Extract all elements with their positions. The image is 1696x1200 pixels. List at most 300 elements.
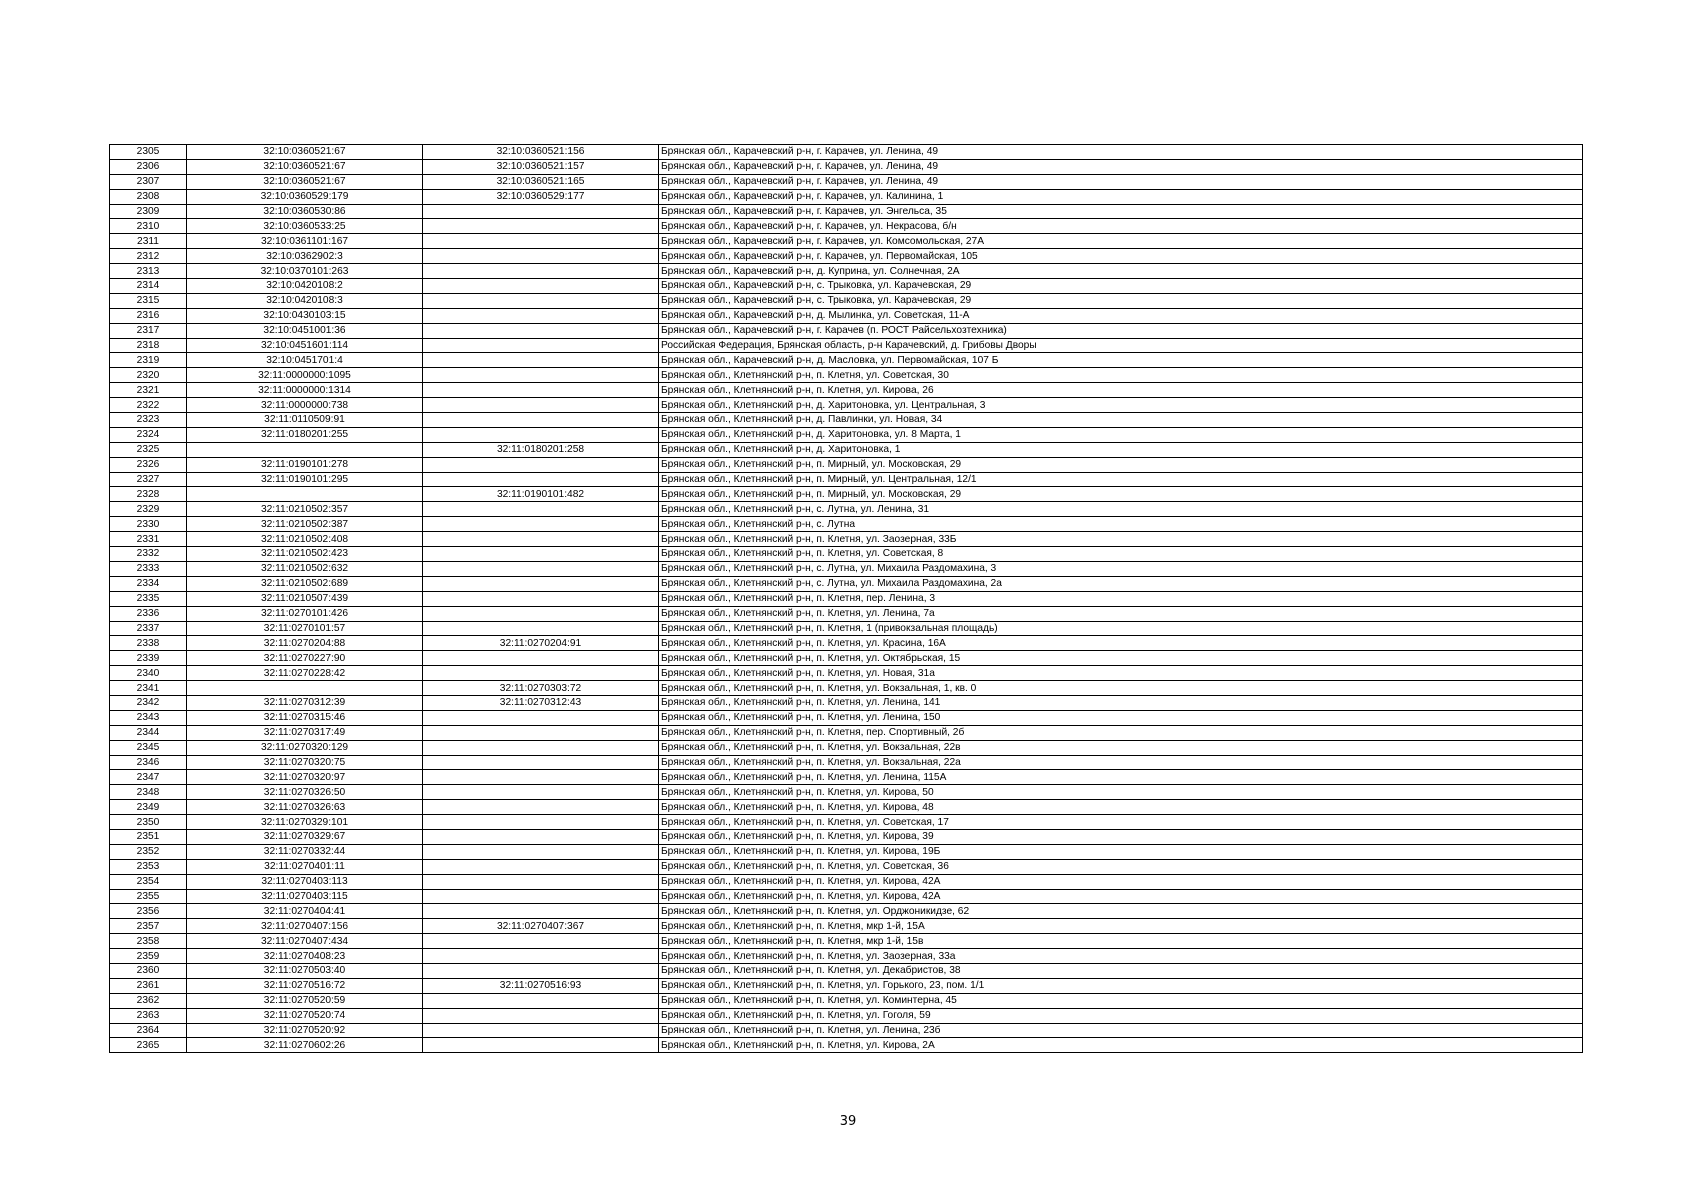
table-row: [110, 502, 1583, 517]
cadastral-number-cell: 32:10:0361101:167: [187, 234, 423, 249]
sub-cadastral-number-cell: [423, 219, 659, 234]
sub-cadastral-number-cell: [423, 249, 659, 264]
address-cell: Брянская обл., Клетнянский р-н, с. Лутна, ул. Ленина, 31: [659, 502, 1583, 517]
row-number-cell: 2324: [110, 427, 187, 442]
address-cell: Брянская обл., Клетнянский р-н, п. Клетня, ул. Кирова, 50: [659, 785, 1583, 800]
address-cell: Брянская обл., Клетнянский р-н, п. Мирный, ул. Московская, 29: [659, 457, 1583, 472]
table-row: [110, 606, 1583, 621]
address-cell: Брянская обл., Клетнянский р-н, п. Клетня, ул. Вокзальная, 22в: [659, 740, 1583, 755]
row-number-cell: 2316: [110, 308, 187, 323]
row-number-cell: 2361: [110, 978, 187, 993]
row-number-cell: 2344: [110, 725, 187, 740]
cadastral-number-cell: 32:11:0270320:97: [187, 770, 423, 785]
table-row: [110, 323, 1583, 338]
sub-cadastral-number-cell: [423, 651, 659, 666]
address-cell: Брянская обл., Клетнянский р-н, п. Клетня, 1 (привокзальная площадь): [659, 621, 1583, 636]
cadastral-number-cell: 32:10:0451601:114: [187, 338, 423, 353]
address-cell: Брянская обл., Клетнянский р-н, п. Клетня, ул. Кирова, 19Б: [659, 844, 1583, 859]
table-row: [110, 859, 1583, 874]
row-number-cell: 2350: [110, 815, 187, 830]
row-number-cell: 2318: [110, 338, 187, 353]
cadastral-number-cell: 32:11:0270326:50: [187, 785, 423, 800]
table-row: [110, 919, 1583, 934]
row-number-cell: 2341: [110, 681, 187, 696]
cadastral-number-cell: 32:11:0180201:255: [187, 427, 423, 442]
sub-cadastral-number-cell: 32:10:0360529:177: [423, 189, 659, 204]
row-number-cell: 2338: [110, 636, 187, 651]
cadastral-number-cell: 32:10:0360533:25: [187, 219, 423, 234]
address-cell: Брянская обл., Клетнянский р-н, п. Клетня, ул. Кирова, 2А: [659, 1038, 1583, 1053]
sub-cadastral-number-cell: [423, 710, 659, 725]
address-cell: Брянская обл., Клетнянский р-н, п. Клетня, ул. Кирова, 42А: [659, 889, 1583, 904]
table-row: [110, 547, 1583, 562]
sub-cadastral-number-cell: [423, 338, 659, 353]
table-row: [110, 889, 1583, 904]
address-cell: Брянская обл., Карачевский р-н, г. Карачев, ул. Калинина, 1: [659, 189, 1583, 204]
row-number-cell: 2312: [110, 249, 187, 264]
cadastral-number-cell: 32:11:0270317:49: [187, 725, 423, 740]
sub-cadastral-number-cell: [423, 353, 659, 368]
cadastral-number-cell: 32:10:0360529:179: [187, 189, 423, 204]
table-row: [110, 219, 1583, 234]
sub-cadastral-number-cell: [423, 547, 659, 562]
row-number-cell: 2360: [110, 963, 187, 978]
sub-cadastral-number-cell: [423, 815, 659, 830]
sub-cadastral-number-cell: [423, 308, 659, 323]
sub-cadastral-number-cell: [423, 323, 659, 338]
sub-cadastral-number-cell: 32:11:0270407:367: [423, 919, 659, 934]
sub-cadastral-number-cell: [423, 785, 659, 800]
table-row: [110, 398, 1583, 413]
row-number-cell: 2328: [110, 487, 187, 502]
cadastral-number-cell: [187, 442, 423, 457]
sub-cadastral-number-cell: [423, 1023, 659, 1038]
sub-cadastral-number-cell: [423, 1038, 659, 1053]
table-row: [110, 829, 1583, 844]
address-cell: Брянская обл., Клетнянский р-н, с. Лутна: [659, 517, 1583, 532]
row-number-cell: 2365: [110, 1038, 187, 1053]
sub-cadastral-number-cell: [423, 666, 659, 681]
table-row: [110, 353, 1583, 368]
address-cell: Брянская обл., Клетнянский р-н, п. Клетня, ул. Кирова, 26: [659, 383, 1583, 398]
sub-cadastral-number-cell: [423, 859, 659, 874]
page-number: 39: [839, 1114, 857, 1129]
sub-cadastral-number-cell: [423, 234, 659, 249]
cadastral-number-cell: 32:11:0270520:92: [187, 1023, 423, 1038]
table-row: [110, 159, 1583, 174]
row-number-cell: 2342: [110, 695, 187, 710]
table-row: [110, 383, 1583, 398]
sub-cadastral-number-cell: [423, 591, 659, 606]
address-cell: Брянская обл., Клетнянский р-н, п. Клетня, ул. Ленина, 150: [659, 710, 1583, 725]
sub-cadastral-number-cell: [423, 502, 659, 517]
table-row: [110, 145, 1583, 160]
cadastral-number-cell: 32:11:0270315:46: [187, 710, 423, 725]
row-number-cell: 2334: [110, 576, 187, 591]
table-row: [110, 755, 1583, 770]
row-number-cell: 2347: [110, 770, 187, 785]
sub-cadastral-number-cell: [423, 293, 659, 308]
row-number-cell: 2362: [110, 993, 187, 1008]
address-cell: Брянская обл., Клетнянский р-н, п. Клетня, ул. Советская, 30: [659, 368, 1583, 383]
sub-cadastral-number-cell: [423, 904, 659, 919]
table-row: [110, 532, 1583, 547]
table-row: [110, 1008, 1583, 1023]
row-number-cell: 2320: [110, 368, 187, 383]
cadastral-number-cell: 32:11:0210502:387: [187, 517, 423, 532]
table-row: [110, 934, 1583, 949]
table-row: [110, 234, 1583, 249]
address-cell: Брянская обл., Клетнянский р-н, п. Клетня, ул. Декабристов, 38: [659, 963, 1583, 978]
cadastral-number-cell: 32:11:0270312:39: [187, 695, 423, 710]
address-cell: Брянская обл., Клетнянский р-н, п. Клетня, ул. Вокзальная, 22а: [659, 755, 1583, 770]
cadastral-number-cell: 32:11:0270516:72: [187, 978, 423, 993]
sub-cadastral-number-cell: [423, 874, 659, 889]
address-cell: Брянская обл., Клетнянский р-н, с. Лутна, ул. Михаила Раздомахина, 2а: [659, 576, 1583, 591]
address-cell: Брянская обл., Клетнянский р-н, п. Клетня, мкр 1-й, 15в: [659, 934, 1583, 949]
address-cell: Брянская обл., Клетнянский р-н, д. Харитоновка, 1: [659, 442, 1583, 457]
sub-cadastral-number-cell: 32:11:0270204:91: [423, 636, 659, 651]
address-cell: Брянская обл., Клетнянский р-н, п. Клетня, мкр 1-й, 15А: [659, 919, 1583, 934]
property-table: [109, 144, 1583, 1053]
row-number-cell: 2306: [110, 159, 187, 174]
property-table-body: [110, 145, 1583, 1053]
address-cell: Брянская обл., Клетнянский р-н, п. Клетня, ул. Коминтерна, 45: [659, 993, 1583, 1008]
address-cell: Российская Федерация, Брянская область, р-н Карачевский, д. Грибовы Дворы: [659, 338, 1583, 353]
cadastral-number-cell: 32:10:0360521:67: [187, 145, 423, 160]
row-number-cell: 2309: [110, 204, 187, 219]
address-cell: Брянская обл., Клетнянский р-н, п. Клетня, ул. Красина, 16А: [659, 636, 1583, 651]
row-number-cell: 2310: [110, 219, 187, 234]
cadastral-number-cell: 32:11:0270329:101: [187, 815, 423, 830]
sub-cadastral-number-cell: [423, 398, 659, 413]
row-number-cell: 2305: [110, 145, 187, 160]
cadastral-number-cell: 32:10:0420108:3: [187, 293, 423, 308]
sub-cadastral-number-cell: [423, 1008, 659, 1023]
table-row: [110, 1038, 1583, 1053]
cadastral-number-cell: 32:11:0270407:434: [187, 934, 423, 949]
cadastral-number-cell: 32:11:0270520:74: [187, 1008, 423, 1023]
row-number-cell: 2308: [110, 189, 187, 204]
address-cell: Брянская обл., Клетнянский р-н, п. Клетня, ул. Заозерная, 33Б: [659, 532, 1583, 547]
address-cell: Брянская обл., Клетнянский р-н, п. Клетня, ул. Октябрьская, 15: [659, 651, 1583, 666]
sub-cadastral-number-cell: [423, 800, 659, 815]
address-cell: Брянская обл., Клетнянский р-н, п. Мирный, ул. Центральная, 12/1: [659, 472, 1583, 487]
table-row: [110, 636, 1583, 651]
row-number-cell: 2330: [110, 517, 187, 532]
cadastral-number-cell: 32:11:0000000:1314: [187, 383, 423, 398]
sub-cadastral-number-cell: [423, 829, 659, 844]
cadastral-number-cell: 32:11:0270326:63: [187, 800, 423, 815]
table-row: [110, 561, 1583, 576]
cadastral-number-cell: 32:11:0270401:11: [187, 859, 423, 874]
row-number-cell: 2340: [110, 666, 187, 681]
sub-cadastral-number-cell: 32:11:0270516:93: [423, 978, 659, 993]
row-number-cell: 2339: [110, 651, 187, 666]
address-cell: Брянская обл., Клетнянский р-н, п. Клетня, ул. Кирова, 39: [659, 829, 1583, 844]
cadastral-number-cell: 32:11:0270404:41: [187, 904, 423, 919]
table-row: [110, 308, 1583, 323]
sub-cadastral-number-cell: 32:11:0270312:43: [423, 695, 659, 710]
table-row: [110, 904, 1583, 919]
row-number-cell: 2326: [110, 457, 187, 472]
cadastral-number-cell: 32:11:0270227:90: [187, 651, 423, 666]
row-number-cell: 2355: [110, 889, 187, 904]
address-cell: Брянская обл., Клетнянский р-н, п. Клетня, ул. Ленина, 7а: [659, 606, 1583, 621]
sub-cadastral-number-cell: [423, 413, 659, 428]
cadastral-number-cell: 32:11:0270407:156: [187, 919, 423, 934]
row-number-cell: 2352: [110, 844, 187, 859]
cadastral-number-cell: 32:11:0000000:738: [187, 398, 423, 413]
table-row: [110, 427, 1583, 442]
table-row: [110, 666, 1583, 681]
cadastral-number-cell: 32:10:0362902:3: [187, 249, 423, 264]
sub-cadastral-number-cell: [423, 934, 659, 949]
cadastral-number-cell: 32:11:0270503:40: [187, 963, 423, 978]
cadastral-number-cell: 32:11:0210502:632: [187, 561, 423, 576]
address-cell: Брянская обл., Карачевский р-н, с. Трыковка, ул. Карачевская, 29: [659, 293, 1583, 308]
table-row: [110, 591, 1583, 606]
table-row: [110, 710, 1583, 725]
row-number-cell: 2351: [110, 829, 187, 844]
cadastral-number-cell: 32:11:0270403:113: [187, 874, 423, 889]
row-number-cell: 2358: [110, 934, 187, 949]
sub-cadastral-number-cell: [423, 204, 659, 219]
cadastral-number-cell: 32:11:0270408:23: [187, 949, 423, 964]
row-number-cell: 2349: [110, 800, 187, 815]
row-number-cell: 2348: [110, 785, 187, 800]
table-row: [110, 785, 1583, 800]
address-cell: Брянская обл., Клетнянский р-н, п. Клетня, ул. Новая, 31а: [659, 666, 1583, 681]
sub-cadastral-number-cell: [423, 725, 659, 740]
sub-cadastral-number-cell: [423, 472, 659, 487]
table-row: [110, 442, 1583, 457]
table-row: [110, 1023, 1583, 1038]
sub-cadastral-number-cell: [423, 457, 659, 472]
table-row: [110, 174, 1583, 189]
table-row: [110, 293, 1583, 308]
table-row: [110, 681, 1583, 696]
sub-cadastral-number-cell: [423, 740, 659, 755]
address-cell: Брянская обл., Клетнянский р-н, п. Клетня, ул. Гоголя, 59: [659, 1008, 1583, 1023]
cadastral-number-cell: [187, 487, 423, 502]
row-number-cell: 2332: [110, 547, 187, 562]
table-row: [110, 993, 1583, 1008]
cadastral-number-cell: 32:11:0270403:115: [187, 889, 423, 904]
row-number-cell: 2356: [110, 904, 187, 919]
table-row: [110, 279, 1583, 294]
sub-cadastral-number-cell: [423, 532, 659, 547]
sub-cadastral-number-cell: [423, 755, 659, 770]
cadastral-number-cell: 32:10:0370101:263: [187, 264, 423, 279]
cadastral-number-cell: 32:11:0270602:26: [187, 1038, 423, 1053]
row-number-cell: 2327: [110, 472, 187, 487]
table-row: [110, 800, 1583, 815]
cadastral-number-cell: 32:11:0000000:1095: [187, 368, 423, 383]
row-number-cell: 2343: [110, 710, 187, 725]
sub-cadastral-number-cell: [423, 963, 659, 978]
table-row: [110, 963, 1583, 978]
table-row: [110, 695, 1583, 710]
table-row: [110, 978, 1583, 993]
table-row: [110, 338, 1583, 353]
row-number-cell: 2346: [110, 755, 187, 770]
sub-cadastral-number-cell: [423, 368, 659, 383]
table-row: [110, 576, 1583, 591]
sub-cadastral-number-cell: 32:11:0190101:482: [423, 487, 659, 502]
row-number-cell: 2319: [110, 353, 187, 368]
address-cell: Брянская обл., Карачевский р-н, г. Карачев, ул. Ленина, 49: [659, 174, 1583, 189]
sub-cadastral-number-cell: [423, 561, 659, 576]
cadastral-number-cell: 32:11:0270329:67: [187, 829, 423, 844]
row-number-cell: 2333: [110, 561, 187, 576]
sub-cadastral-number-cell: [423, 889, 659, 904]
row-number-cell: 2337: [110, 621, 187, 636]
sub-cadastral-number-cell: [423, 576, 659, 591]
row-number-cell: 2363: [110, 1008, 187, 1023]
cadastral-number-cell: 32:11:0210502:357: [187, 502, 423, 517]
row-number-cell: 2307: [110, 174, 187, 189]
table-row: [110, 949, 1583, 964]
address-cell: Брянская обл., Клетнянский р-н, п. Клетня, ул. Ленина, 141: [659, 695, 1583, 710]
row-number-cell: 2311: [110, 234, 187, 249]
address-cell: Брянская обл., Клетнянский р-н, п. Клетня, пер. Ленина, 3: [659, 591, 1583, 606]
address-cell: Брянская обл., Клетнянский р-н, п. Мирный, ул. Московская, 29: [659, 487, 1583, 502]
address-cell: Брянская обл., Клетнянский р-н, п. Клетня, ул. Заозерная, 33а: [659, 949, 1583, 964]
address-cell: Брянская обл., Карачевский р-н, с. Трыковка, ул. Карачевская, 29: [659, 279, 1583, 294]
table-row: [110, 249, 1583, 264]
sub-cadastral-number-cell: 32:11:0180201:258: [423, 442, 659, 457]
cadastral-number-cell: 32:11:0190101:295: [187, 472, 423, 487]
cadastral-number-cell: 32:11:0110509:91: [187, 413, 423, 428]
row-number-cell: 2329: [110, 502, 187, 517]
cadastral-number-cell: [187, 681, 423, 696]
table-row: [110, 204, 1583, 219]
address-cell: Брянская обл., Клетнянский р-н, п. Клетня, ул. Советская, 17: [659, 815, 1583, 830]
row-number-cell: 2325: [110, 442, 187, 457]
address-cell: Брянская обл., Клетнянский р-н, д. Харитоновка, ул. 8 Марта, 1: [659, 427, 1583, 442]
row-number-cell: 2315: [110, 293, 187, 308]
cadastral-number-cell: 32:11:0270101:426: [187, 606, 423, 621]
row-number-cell: 2357: [110, 919, 187, 934]
row-number-cell: 2317: [110, 323, 187, 338]
address-cell: Брянская обл., Клетнянский р-н, п. Клетня, пер. Спортивный, 2б: [659, 725, 1583, 740]
address-cell: Брянская обл., Клетнянский р-н, п. Клетня, ул. Горького, 23, пом. 1/1: [659, 978, 1583, 993]
address-cell: Брянская обл., Карачевский р-н, г. Карачев (п. РОСТ Райсельхозтехника): [659, 323, 1583, 338]
row-number-cell: 2322: [110, 398, 187, 413]
sub-cadastral-number-cell: [423, 279, 659, 294]
table-row: [110, 770, 1583, 785]
table-row: [110, 368, 1583, 383]
row-number-cell: 2354: [110, 874, 187, 889]
table-row: [110, 740, 1583, 755]
row-number-cell: 2345: [110, 740, 187, 755]
table-row: [110, 413, 1583, 428]
address-cell: Брянская обл., Карачевский р-н, д. Мылинка, ул. Советская, 11-А: [659, 308, 1583, 323]
cadastral-number-cell: 32:11:0270332:44: [187, 844, 423, 859]
address-cell: Брянская обл., Карачевский р-н, г. Карачев, ул. Энгельса, 35: [659, 204, 1583, 219]
sub-cadastral-number-cell: [423, 844, 659, 859]
row-number-cell: 2335: [110, 591, 187, 606]
cadastral-number-cell: 32:10:0451701:4: [187, 353, 423, 368]
address-cell: Брянская обл., Клетнянский р-н, п. Клетня, ул. Советская, 8: [659, 547, 1583, 562]
address-cell: Брянская обл., Клетнянский р-н, п. Клетня, ул. Советская, 36: [659, 859, 1583, 874]
address-cell: Брянская обл., Карачевский р-н, г. Карачев, ул. Комсомольская, 27А: [659, 234, 1583, 249]
row-number-cell: 2321: [110, 383, 187, 398]
address-cell: Брянская обл., Клетнянский р-н, п. Клетня, ул. Ленина, 23б: [659, 1023, 1583, 1038]
sub-cadastral-number-cell: [423, 949, 659, 964]
row-number-cell: 2364: [110, 1023, 187, 1038]
sub-cadastral-number-cell: 32:10:0360521:156: [423, 145, 659, 160]
row-number-cell: 2353: [110, 859, 187, 874]
address-cell: Брянская обл., Клетнянский р-н, п. Клетня, ул. Кирова, 42А: [659, 874, 1583, 889]
address-cell: Брянская обл., Карачевский р-н, г. Карачев, ул. Первомайская, 105: [659, 249, 1583, 264]
address-cell: Брянская обл., Клетнянский р-н, д. Павлинки, ул. Новая, 34: [659, 413, 1583, 428]
table-row: [110, 487, 1583, 502]
cadastral-number-cell: 32:11:0270204:88: [187, 636, 423, 651]
cadastral-number-cell: 32:10:0430103:15: [187, 308, 423, 323]
table-row: [110, 844, 1583, 859]
table-row: [110, 874, 1583, 889]
table-row: [110, 517, 1583, 532]
sub-cadastral-number-cell: [423, 606, 659, 621]
row-number-cell: 2331: [110, 532, 187, 547]
address-cell: Брянская обл., Карачевский р-н, г. Карачев, ул. Ленина, 49: [659, 145, 1583, 160]
sub-cadastral-number-cell: [423, 770, 659, 785]
cadastral-number-cell: 32:11:0270101:57: [187, 621, 423, 636]
table-row: [110, 264, 1583, 279]
cadastral-number-cell: 32:11:0270520:59: [187, 993, 423, 1008]
sub-cadastral-number-cell: [423, 517, 659, 532]
address-cell: Брянская обл., Клетнянский р-н, с. Лутна, ул. Михаила Раздомахина, 3: [659, 561, 1583, 576]
table-row: [110, 189, 1583, 204]
cadastral-number-cell: 32:11:0270228:42: [187, 666, 423, 681]
table-row: [110, 725, 1583, 740]
row-number-cell: 2314: [110, 279, 187, 294]
sub-cadastral-number-cell: 32:10:0360521:157: [423, 159, 659, 174]
address-cell: Брянская обл., Клетнянский р-н, п. Клетня, ул. Вокзальная, 1, кв. 0: [659, 681, 1583, 696]
cadastral-number-cell: 32:10:0360521:67: [187, 159, 423, 174]
sub-cadastral-number-cell: [423, 383, 659, 398]
address-cell: Брянская обл., Клетнянский р-н, п. Клетня, ул. Орджоникидзе, 62: [659, 904, 1583, 919]
cadastral-number-cell: 32:11:0270320:75: [187, 755, 423, 770]
cadastral-number-cell: 32:11:0210507:439: [187, 591, 423, 606]
table-row: [110, 621, 1583, 636]
sub-cadastral-number-cell: [423, 993, 659, 1008]
address-cell: Брянская обл., Клетнянский р-н, п. Клетня, ул. Ленина, 115А: [659, 770, 1583, 785]
cadastral-number-cell: 32:11:0210502:408: [187, 532, 423, 547]
cadastral-number-cell: 32:11:0210502:423: [187, 547, 423, 562]
cadastral-number-cell: 32:11:0210502:689: [187, 576, 423, 591]
address-cell: Брянская обл., Карачевский р-н, г. Карачев, ул. Некрасова, б/н: [659, 219, 1583, 234]
address-cell: Брянская обл., Клетнянский р-н, д. Харитоновка, ул. Центральная, 3: [659, 398, 1583, 413]
address-cell: Брянская обл., Карачевский р-н, д. Куприна, ул. Солнечная, 2А: [659, 264, 1583, 279]
sub-cadastral-number-cell: [423, 264, 659, 279]
cadastral-number-cell: 32:10:0360521:67: [187, 174, 423, 189]
table-row: [110, 472, 1583, 487]
cadastral-number-cell: 32:10:0420108:2: [187, 279, 423, 294]
cadastral-number-cell: 32:10:0451001:36: [187, 323, 423, 338]
table-row: [110, 457, 1583, 472]
sub-cadastral-number-cell: 32:10:0360521:165: [423, 174, 659, 189]
cadastral-number-cell: 32:10:0360530:86: [187, 204, 423, 219]
table-row: [110, 815, 1583, 830]
address-cell: Брянская обл., Клетнянский р-н, п. Клетня, ул. Кирова, 48: [659, 800, 1583, 815]
table-row: [110, 651, 1583, 666]
row-number-cell: 2323: [110, 413, 187, 428]
cadastral-number-cell: 32:11:0190101:278: [187, 457, 423, 472]
row-number-cell: 2313: [110, 264, 187, 279]
